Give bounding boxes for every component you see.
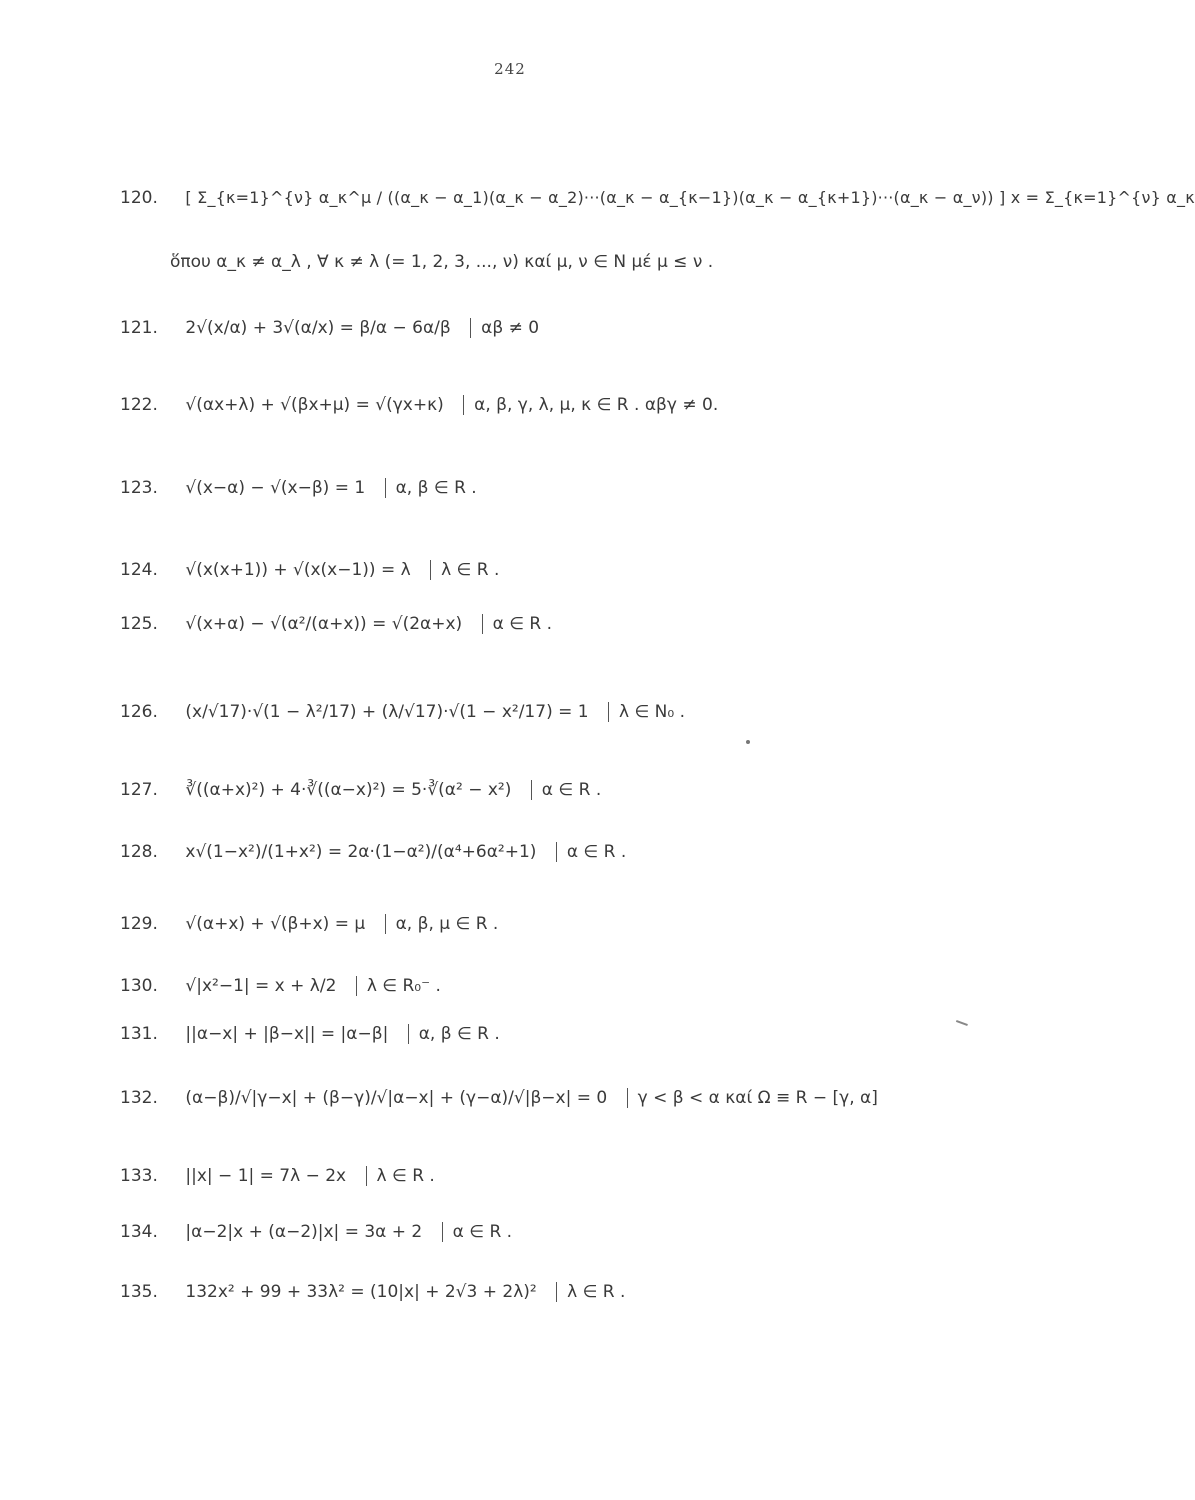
page-number: 242 bbox=[494, 60, 526, 78]
problem-condition: α, β ∈ R . bbox=[408, 1024, 500, 1044]
problem-condition: λ ∈ R . bbox=[430, 560, 499, 580]
problem-number: 120. bbox=[120, 188, 158, 208]
problem-equation: ∛((α+x)²) + 4·∛((α−x)²) = 5·∛(α² − x²) bbox=[185, 780, 512, 800]
problem-125 bbox=[120, 614, 980, 634]
problem-condition: α ∈ R . bbox=[556, 842, 626, 862]
problem-number: 122. bbox=[120, 395, 158, 415]
problem-128 bbox=[120, 842, 980, 862]
problem-number: 129. bbox=[120, 914, 158, 934]
problem-equation: [ Σ_{κ=1}^{ν} α_κ^μ / ((α_κ − α_1)(α_κ − α_2)···(α_κ − α_{κ−1})(α_κ − α_{κ+1})···(α_κ − α_ν)) ] x = Σ_{κ=1}^{ν} α_κ bbox=[185, 188, 1195, 207]
problem-equation: √(x−α) − √(x−β) = 1 bbox=[185, 478, 366, 498]
problem-equation: 132x² + 99 + 33λ² = (10|x| + 2√3 + 2λ)² bbox=[185, 1282, 537, 1302]
problem-condition: γ < β < α καί Ω ≡ R − [γ, α] bbox=[627, 1088, 878, 1108]
problem-127 bbox=[120, 780, 980, 800]
problem-condition: α ∈ R . bbox=[482, 614, 552, 634]
problem-equation: ||x| − 1| = 7λ − 2x bbox=[185, 1166, 347, 1186]
problem-condition: λ ∈ R . bbox=[556, 1282, 625, 1302]
problem-equation: ||α−x| + |β−x|| = |α−β| bbox=[185, 1024, 389, 1044]
problem-equation: |α−2|x + (α−2)|x| = 3α + 2 bbox=[185, 1222, 423, 1242]
problem-equation: √(αx+λ) + √(βx+μ) = √(γx+κ) bbox=[185, 395, 444, 415]
problem-126 bbox=[120, 702, 980, 722]
problem-condition: λ ∈ N₀ . bbox=[608, 702, 685, 722]
problem-132 bbox=[120, 1088, 980, 1108]
problem-condition: α, β, γ, λ, μ, κ ∈ R . αβγ ≠ 0. bbox=[463, 395, 718, 415]
problem-133 bbox=[120, 1166, 980, 1186]
problem-number: 133. bbox=[120, 1166, 158, 1186]
problem-equation: √|x²−1| = x + λ/2 bbox=[185, 976, 337, 996]
problem-condition: α ∈ R . bbox=[442, 1222, 512, 1242]
problem-124 bbox=[120, 560, 980, 580]
problem-123 bbox=[120, 478, 980, 498]
problem-number: 121. bbox=[120, 318, 158, 338]
problem-130 bbox=[120, 976, 980, 996]
problem-number: 127. bbox=[120, 780, 158, 800]
problem-condition: α, β ∈ R . bbox=[385, 478, 477, 498]
problem-129 bbox=[120, 914, 980, 934]
problem-number: 131. bbox=[120, 1024, 158, 1044]
problem-equation: (x/√17)·√(1 − λ²/17) + (λ/√17)·√(1 − x²/17) = 1 bbox=[185, 702, 589, 722]
problem-135 bbox=[120, 1282, 980, 1302]
problem-number: 126. bbox=[120, 702, 158, 722]
problem-equation: 2√(x/α) + 3√(α/x) = β/α − 6α/β bbox=[185, 318, 451, 338]
problem-condition: λ ∈ R₀⁻ . bbox=[356, 976, 441, 996]
problem-condition: λ ∈ R . bbox=[366, 1166, 435, 1186]
problem-number: 128. bbox=[120, 842, 158, 862]
problem-number: 123. bbox=[120, 478, 158, 498]
problem-equation: x√(1−x²)/(1+x²) = 2α·(1−α²)/(α⁴+6α²+1) bbox=[185, 842, 537, 862]
problem-condition: αβ ≠ 0 bbox=[470, 318, 539, 338]
problem-number: 135. bbox=[120, 1282, 158, 1302]
problem-equation: √(α+x) + √(β+x) = μ bbox=[185, 914, 366, 934]
problem-number: 132. bbox=[120, 1088, 158, 1108]
problem-121 bbox=[120, 318, 980, 338]
problem-131 bbox=[120, 1024, 980, 1044]
stray-dot-mark bbox=[746, 740, 750, 744]
problem-condition: α, β, μ ∈ R . bbox=[385, 914, 499, 934]
problem-120 bbox=[120, 188, 1195, 208]
problem-number: 125. bbox=[120, 614, 158, 634]
problem-condition: α ∈ R . bbox=[531, 780, 601, 800]
problem-equation: √(x+α) − √(α²/(α+x)) = √(2α+x) bbox=[185, 614, 463, 634]
problem-equation: (α−β)/√|γ−x| + (β−γ)/√|α−x| + (γ−α)/√|β−x| = 0 bbox=[185, 1088, 608, 1108]
problem-122 bbox=[120, 395, 980, 415]
problem-120-note: ὅπου α_κ ≠ α_λ , ∀ κ ≠ λ (= 1, 2, 3, ..., ν) καί μ, ν ∈ N μέ μ ≤ ν . bbox=[170, 252, 714, 272]
problem-number: 134. bbox=[120, 1222, 158, 1242]
problem-equation: √(x(x+1)) + √(x(x−1)) = λ bbox=[185, 560, 411, 580]
problem-134 bbox=[120, 1222, 980, 1242]
problem-number: 130. bbox=[120, 976, 158, 996]
problem-number: 124. bbox=[120, 560, 158, 580]
